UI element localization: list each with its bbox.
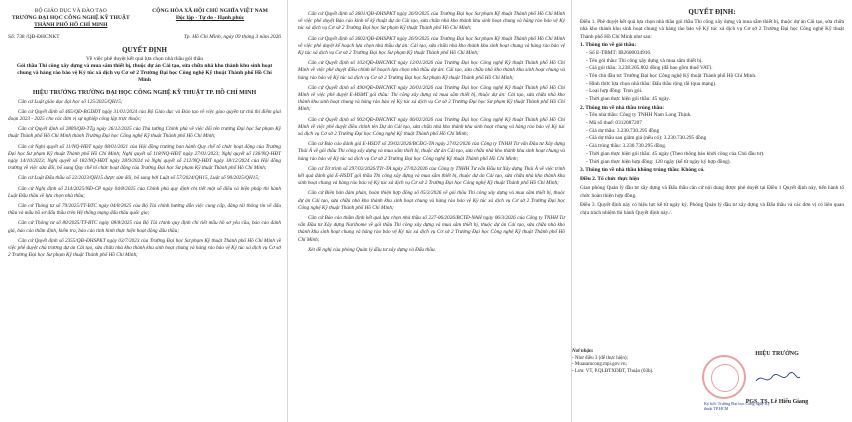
decision-heading: QUYẾT ĐỊNH: [688, 8, 736, 16]
document-header [8, 8, 281, 30]
country-name: CỘNG HÒA XÃ HỘI CHỦ NGHĨA VIỆT NAM [152, 8, 268, 14]
article-1: Điều 1. Phê duyệt kết quả lựa chọn nhà thầu gói thầu Thi công xây dựng và mua sắm thiết bị, thuộc dự án Cải tạo, sửa chữa nhà kho thành khu sinh hoạt chung và hàng rào bảo vệ Ký túc xá dịch vụ Cơ sở 2 Trường Đại học Công nghệ Kỹ thuật Thành phố Hồ Chí Minh như sau: [580, 19, 844, 40]
package-info-heading: 1. Thông tin về gói thầu: [580, 42, 637, 49]
package-info-item: - Số E-TBMT: IB2600034916. [586, 49, 652, 56]
subject-line: Về việc phê duyệt kết quả lựa chọn nhà thầu gói thầu [85, 55, 204, 62]
proposal-note: Xét đề nghị của phòng Quản lý đầu tư xây dựng và Đấu thầu. [308, 246, 436, 253]
handwritten-signature-icon [754, 371, 802, 385]
signer-position: HIỆU TRƯỞNG [755, 351, 799, 357]
legal-basis: Căn cứ Luật Đấu thầu số 22/2023/QH15 được sửa đổi, bổ sung bởi Luật số 57/2024/QH15, Luật số 90/2025/QH15; [18, 175, 260, 182]
winner-info-item: - Mã số thuế: 0312087207 [586, 120, 642, 127]
legal-basis: Căn cứ Quyết định số 465/QĐ-BGDĐT ngày 31/01/2024 của Bộ Giáo dục và Đào tạo về việc giao quyền tự chủ thí điểm giai đoạn 2023 - 2025 cho các đơn vị sự nghiệp công lập trực thuộc; [8, 108, 281, 123]
ministry-name: BỘ GIÁO DỤC VÀ ĐÀO TẠO [34, 8, 107, 14]
page-1 [0, 0, 288, 422]
document-number: Số: 738 /QĐ-ĐHCNKT [8, 33, 60, 40]
legal-basis: Căn cứ Nghị định số 214/2025/NĐ-CP ngày 04/8/2025 của Chính phủ quy định chi tiết một số điều và biện pháp thi hành Luật Đấu thầu về lựa chọn nhà thầu; [8, 185, 281, 199]
legal-basis: Căn cứ Báo cáo đánh giá E-HSDT số 29/02/2026/BCĐG-TA ngày 27/02/2026 của Công ty TNHH Tư vấn Đầu tư Xây dựng Thái Á về gói thầu Thi công xây dựng và mua sắm thiết bị, thuộc dự án Cải tạo, sửa chữa nhà kho thành khu sinh hoạt chung và hàng rào bảo vệ Ký túc xá dịch vụ Cơ sở 2 Trường Đại học Công nghệ Kỹ thuật Thành phố Hồ Chí Minh; [298, 141, 565, 162]
winner-info-item: - Giá dự thầu: 3.230.730.295 đồng [586, 127, 660, 134]
legal-basis: Căn cứ Luật giáo dục đại học số 125/2025/QH15; [18, 98, 123, 105]
package-info-item: - Tên gói thầu: Thi công xây dựng và mua sắm thiết bị. [586, 57, 703, 64]
winner-info-item: - Thời gian thực hiện gói thầu: 45 ngày (Theo thông báo khởi công của Chủ đầu tư). [586, 150, 765, 157]
article-2: Giao phòng Quản lý đầu tư xây dựng và Đấu thầu căn cứ nội dung được phê duyệt tại Điều 1 Quyết định này, tiến hành tổ chức hoàn thiện hợp đồng. [580, 185, 844, 199]
winner-info-item: - Giá trúng thầu: 3.230.730.295 đồng. [586, 143, 667, 150]
issuing-authority: HIỆU TRƯỞNG TRƯỜNG ĐẠI HỌC CÔNG NGHỆ KỸ THUẬT TP. HỒ CHÍ MINH [32, 89, 257, 96]
legal-basis: Căn cứ Quyết định số 102/QĐ-ĐHCNKT ngày 12/01/2026 của Trường Đại học Công nghệ Kỹ thuật Thành phố Hồ Chí Minh về việc phê duyệt điều chỉnh kế hoạch lựa chọn nhà thầu dự án: Cải tạo, sửa chữa nhà kho thành khu sinh hoạt chung và hàng rào bảo vệ Ký túc xá dịch vụ Cơ sở 2 Trường Đại học Sư phạm Kỹ thuật Thành phố Hồ Chí Minh; [298, 60, 565, 81]
school-name-line1: TRƯỜNG ĐẠI HỌC CÔNG NGHỆ KỸ THUẬT [11, 15, 130, 22]
motto: Độc lập - Tự do - Hạnh phúc [175, 15, 245, 22]
package-info-item: - Giá gói thầu: 3.238.205.802 đồng (đã bao gồm thuế VAT). [586, 65, 713, 72]
recipient-item: - Lưu: VT, P.QLĐTXDĐT, Thuận (03b). [572, 368, 654, 374]
package-info-item: - Thời gian thực hiện gói thầu: 45 ngày. [586, 96, 670, 103]
page-3 [572, 0, 852, 422]
package-info-item: - Loại hợp đồng: Trọn gói. [586, 88, 643, 95]
non-winner-info: 3. Thông tin về nhà thầu không trúng thầu: Không có. [580, 167, 705, 174]
winner-info-heading: 2. Thông tin về nhà thầu trúng thầu: [580, 104, 665, 111]
article-2-heading: Điều 2. Tổ chức thực hiện [580, 175, 640, 182]
winner-info-item: - Giá dự thầu sau giảm giá (nếu có): 3.230.730.295 đồng [586, 135, 707, 142]
winner-info-item: - Tên nhà thầu: Công ty TNHH Nam Long Thịnh. [586, 112, 692, 119]
legal-basis: Căn cứ Quyết định số 902/QĐ-ĐHCNKT ngày 06/02/2026 của Trường Đại học Công nghệ Kỹ thuật Thành phố Hồ Chí Minh về việc phê duyệt điều chỉnh tên Dự án Cải tạo, sửa chữa nhà kho thành khu sinh hoạt chung và hàng rào bảo vệ Ký túc xá dịch vụ Cơ sở 2 Trường Đại học Công nghệ Kỹ thuật Thành phố Hồ Chí Minh; [298, 116, 565, 138]
issuer-block [8, 8, 134, 30]
legal-basis: Căn cứ Quyết định số 490/QĐ-ĐHCNKT ngày 26/01/2026 của Trường Đại học Công nghệ Kỹ thuật Thành phố Hồ Chí Minh về việc phê duyệt E-HSMT gói thầu: Thi công xây dựng và mua sắm thiết bị, thuộc dự án: Cải tạo, sửa chữa nhà kho thành khu sinh hoạt chung và hàng rào bảo vệ Ký túc xá dịch vụ Cơ sở 2 Trường Đại học Sư phạm Kỹ thuật Thành phố Hồ Chí Minh; [298, 84, 565, 113]
signer-block [704, 349, 836, 411]
page-2 [288, 0, 572, 422]
signer-name: PGS. TS. Lê Hiếu Giang [745, 399, 809, 405]
national-motto-block [139, 8, 281, 30]
document-title: QUYẾT ĐỊNH [122, 45, 167, 54]
article-3: Điều 3. Quyết định này có hiệu lực kể từ ngày ký. Phòng Quản lý đầu tư xây dựng và Đấu thầu và các đơn vị có liên quan chịu trách nhiệm thi hành Quyết định này./. [580, 202, 844, 216]
legal-basis: Căn cứ Thông tư số 80/2025/TT-BTC ngày 08/8/2025 của Bộ Tài chính quy định chi tiết mẫu hồ sơ yêu cầu, báo cáo đánh giá, báo cáo thẩm định, kiểm tra, báo cáo tình hình thực hiện hoạt động đấu thầu; [8, 220, 281, 234]
package-info-item: - Tên chủ đầu tư: Trường Đại học Công nghệ Kỹ thuật Thành phố Hồ Chí Minh. [586, 72, 757, 79]
legal-basis: Căn cứ Biên bản đàm phán, hoàn thiện hợp đồng số 05/3/2026 về gói thầu Thi công xây dựng và mua sắm thiết bị, thuộc dự án Cải tạo, sửa chữa nhà kho thành khu sinh hoạt chung và hàng rào bảo vệ Ký túc xá dịch vụ Cơ sở 2 Trường Đại học Công nghệ Kỹ thuật Thành phố Hồ Chí Minh; [298, 190, 565, 211]
recipient-item: - Muasamcong.mpi.gov.vn; [572, 362, 627, 368]
legal-basis: Căn cứ Quyết định số 2809/QĐ-TTg ngày 26/12/2025 của Thủ tướng Chính phủ về việc đổi tên trường Đại học Sư phạm Kỹ thuật Thành phố Hồ Chí Minh thành Trường Đại học Công nghệ Kỹ thuật Thành phố Hồ Chí Minh; [8, 126, 281, 140]
legal-basis: Căn cứ Quyết định số 3601/QĐ-ĐHSPKT ngày 26/9/2025 của Trường Đại học Sư phạm Kỹ thuật Thành phố Hồ Chí Minh về việc phê duyệt Báo cáo kinh tế kỹ thuật dự án Cải tạo, sửa chữa nhà kho thành khu sinh hoạt chung và hàng rào bảo vệ Ký túc xá dịch vụ Cơ sở 2 Trường Đại học Sư phạm Kỹ thuật Thành phố Hồ Chí Minh; [298, 11, 565, 32]
legal-basis: Căn cứ Tờ trình số 297/02/2026/TTr-TA ngày 27/02/2026 của Công ty TNHH Tư vấn Đầu tư Xây dựng Thái Á về việc trình kết quả đánh giá E-HSDT gói thầu Thi công xây dựng và mua sắm thiết bị, thuộc dự án Cải tạo, sửa chữa nhà kho thành khu sinh hoạt chung và hàng rào bảo vệ Ký túc xá dịch vụ Cơ sở 2 Trường Đại học Công nghệ Kỹ thuật Thành phố Hồ Chí Minh; [298, 165, 565, 187]
school-name-line2: THÀNH PHỐ HỒ CHÍ MINH [34, 22, 108, 29]
official-seal-icon [702, 355, 746, 399]
digital-signature-note: Ký bởi: Trường Đại học Công nghệ Kỹ thuật TP.HCM [704, 401, 770, 411]
subject-bold: Gói thầu Thi công xây dựng và mua sắm thiết bị, thuộc dự án Cải tạo, sửa chữa nhà kho thành khu sinh hoạt chung và hàng rào bảo vệ Ký túc xá dịch vụ Cơ sở 2 Trường Đại học Công nghệ Kỹ thuật Thành phố Hồ Chí Minh [16, 62, 273, 83]
signature-area [572, 349, 836, 419]
package-info-item: - Hình thức lựa chọn nhà thầu: Đấu thầu rộng rãi (qua mạng). [586, 80, 717, 87]
recipients-heading: Nơi nhận: [572, 349, 594, 354]
winner-info-item: - Thời gian thực hiện hợp đồng: 120 ngày (kể từ ngày ký hợp đồng). [586, 158, 731, 165]
recipient-item: - Như điều 3 (để thực hiện); [572, 355, 628, 361]
legal-basis: Căn cứ Quyết định số 3602/QĐ-ĐHSPKT ngày 26/9/2025 của Trường Đại học Sư phạm Kỹ thuật Thành phố Hồ Chí Minh về việc phê duyệt kế hoạch lựa chọn nhà thầu dự án: Cải tạo, sửa chữa nhà kho thành khu sinh hoạt chung và hàng rào bảo vệ Ký túc xá dịch vụ Cơ sở 2 Trường Đại học Sư phạm Kỹ thuật Thành phố Hồ Chí Minh; [298, 35, 565, 57]
document-date: Tp. Hồ Chí Minh, ngày 09 tháng 3 năm 2026 [183, 33, 281, 40]
recipients-block [572, 349, 653, 375]
legal-basis: Căn cứ Thông tư số 79/2025/TT-BTC ngày 04/8/2025 của Bộ Tài chính hướng dẫn việc cung cấp, đăng tải thông tin về đấu thầu và mẫu hồ sơ đấu thầu trên Hệ thống mạng đấu thầu quốc gia; [8, 203, 281, 217]
legal-basis: Căn cứ Nghị quyết số 11/NQ-HĐT ngày 08/01/2021 của Hội đồng trường ban hành Quy chế tổ chức hoạt động của Trường Đại học Sư phạm Kỹ thuật Thành phố Hồ Chí Minh; Nghị quyết số 118/NQ-HĐT ngày 27/01/2023; Nghị quyết số 136/NQ-HĐT ngày 14/10/2023; Nghị quyết số 182/NQ-HĐT ngày 28/9/2024 và Nghị quyết số 212/NQ-HĐT ngày 18/12/2024 của Hội đồng trường về việc sửa đổi, bổ sung Quy chế tổ chức hoạt động của Trường Đại học Sư phạm Kỹ thuật Thành phố Hồ Chí Minh; [8, 143, 281, 172]
legal-basis: Căn cứ Báo cáo thẩm định kết quả lựa chọn nhà thầu số 227-06/2026/BCTĐ-NAH ngày 06/3/2026 của Công ty TNHH Tư vấn Đầu tư Xây dựng Narihome về gói thầu Thi công xây dựng và mua sắm thiết bị, thuộc dự án Cải tạo, sửa chữa nhà kho thành khu sinh hoạt chung và hàng rào bảo vệ Ký túc xá dịch vụ Cơ sở 2 Trường Đại học Công nghệ Kỹ thuật Thành phố Hồ Chí Minh; [298, 215, 565, 243]
legal-basis: Căn cứ Quyết định số 2355/QĐ-ĐHSPKT ngày 03/7/2023 của Trường Đại học Sư phạm Kỹ thuật Thành phố Hồ Chí Minh về việc phê duyệt chủ trương dự án Cải tạo, sửa chữa nhà kho thành khu sinh hoạt chung và hàng rào bảo vệ Ký túc xá dịch vụ Cơ sở 2 Trường Đại học Sư phạm Kỹ thuật Thành phố Hồ Chí Minh; [8, 237, 281, 259]
